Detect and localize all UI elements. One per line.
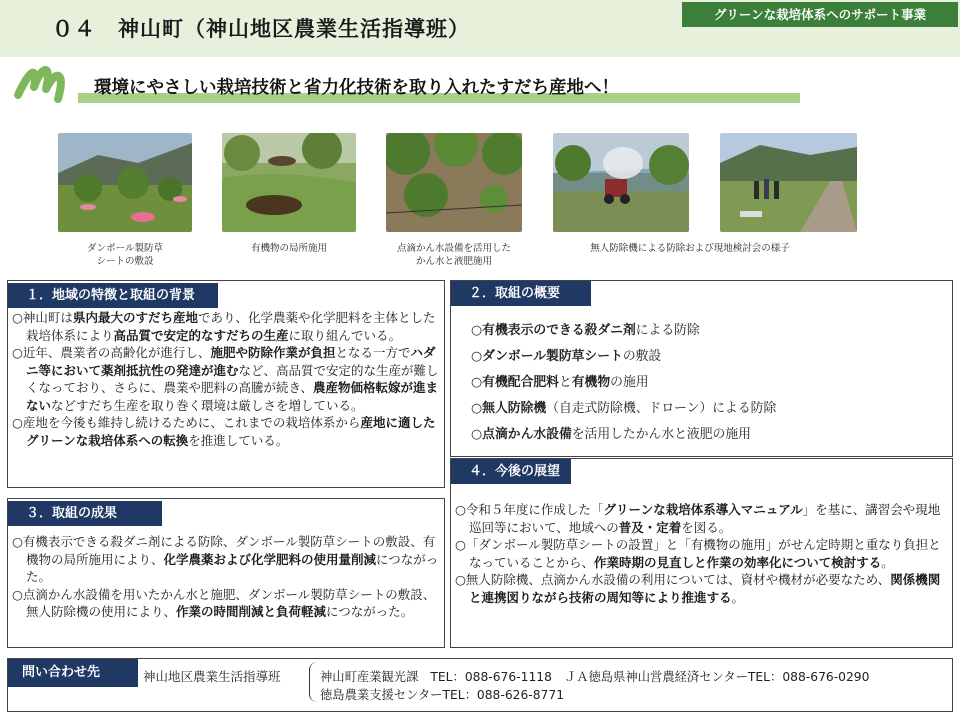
photo-organic-matter [222, 133, 356, 232]
section-heading: ３．取組の成果 [8, 501, 162, 526]
photo-caption: 無人防除機による防除および現地検討会の様子 [590, 243, 790, 254]
contact-line: 神山町産業観光課 TEL：088-676-1118 ＪＡ徳島県神山営農経済センターTEL：088-676-0290 [320, 670, 870, 684]
bullet-list [12, 533, 440, 621]
photo-drip-irrigation [386, 133, 522, 232]
page-title: ０４ 神山町（神山地区農業生活指導班） [52, 17, 470, 41]
contact-heading: 問い合わせ先 [8, 659, 138, 687]
photo-cardboard-sheet [58, 133, 192, 232]
photo-unmanned-sprayer [553, 133, 689, 232]
section-outlook-panel [450, 458, 953, 648]
section-overview-panel [450, 280, 953, 457]
list-item: ○ 有機表示のできる殺ダニ剤による防除 [471, 318, 776, 344]
list-item: ○ 神山町は県内最大のすだち産地であり、化学農薬や化学肥料を主体とした栽培体系により高品質で安定的なすだちの生産に取り組んでいる。 [12, 309, 440, 344]
contact-org: 神山地区農業生活指導班 [143, 669, 281, 684]
brush-stroke-logo [12, 55, 82, 107]
list-item: ○ 有機配合肥料と有機物の施用 [471, 370, 776, 396]
bullet-list [455, 501, 945, 606]
list-item: ○ 点滴かん水設備を用いたかん水と施肥、ダンボール製防草シートの敷設、無人防除機の使用により、作業の時間削減と負荷軽減につながった。 [12, 586, 440, 621]
headline: 環境にやさしい栽培技術と省力化技術を取り入れたすだち産地へ！ [94, 78, 619, 98]
list-item: ○ 無人防除機、点滴かん水設備の利用については、資材や機材が必要なため、関係機関と連携図りながら技術の周知等により推進する。 [455, 571, 945, 606]
list-item: ○ ダンボール製防草シートの敷設 [471, 344, 776, 370]
program-tag: グリーンな栽培体系へのサポート事業 [682, 2, 958, 27]
photo-caption: ダンボール製防草 シートの敷設 [87, 243, 163, 267]
section-heading: ２．取組の概要 [451, 281, 591, 306]
section-results-panel [7, 498, 445, 648]
photo-caption: 点滴かん水設備を活用した かん水と液肥施用 [396, 243, 511, 267]
section-heading: ４．今後の展望 [451, 459, 571, 484]
list-item: ○ 産地を今後も維持し続けるために、これまでの栽培体系から産地に適したグリーンな栽培体系への転換を推進している。 [12, 414, 440, 449]
list-item: ○ 「ダンボール製防草シートの設置」と「有機物の施用」がせん定時期と重なり負担となっていることから、作業時期の見直しと作業の効率化について検討する。 [455, 536, 945, 571]
list-item: ○ 無人防除機（自走式防除機、ドローン）による防除 [471, 396, 776, 422]
list-item: ○ 令和５年度に作成した「グリーンな栽培体系導入マニュアル」を基に、講習会や現地巡回等において、地域への普及・定着を図る。 [455, 501, 945, 536]
bullet-list [12, 309, 440, 449]
section-background-panel [7, 280, 445, 488]
photo-caption: 有機物の局所施用 [250, 243, 327, 254]
list-item: ○ 有機表示できる殺ダニ剤による防除、ダンボール製防草シートの敷設、有機物の局所施用により、化学農薬および化学肥料の使用量削減につながった。 [12, 533, 440, 586]
section-heading: １．地域の特徴と取組の背景 [8, 283, 218, 308]
bullet-list [471, 318, 776, 448]
contact-line: 徳島農業支援センターTEL：088-626-8771 [320, 688, 565, 702]
list-item: ○ 点滴かん水設備を活用したかん水と液肥の施用 [471, 422, 776, 448]
photo-field-meeting [720, 133, 857, 232]
list-item: ○ 近年、農業者の高齢化が進行し、施肥や防除作業が負担となる一方でハダニ等において薬剤抵抗性の発達が進むなど、高品質で安定的な生産が難しくなっており、さらに、農業や肥料の高騰が続き、農産物価格転嫁が進まないなどすだち生産を取り巻く環境は厳しさを増している。 [12, 344, 440, 414]
